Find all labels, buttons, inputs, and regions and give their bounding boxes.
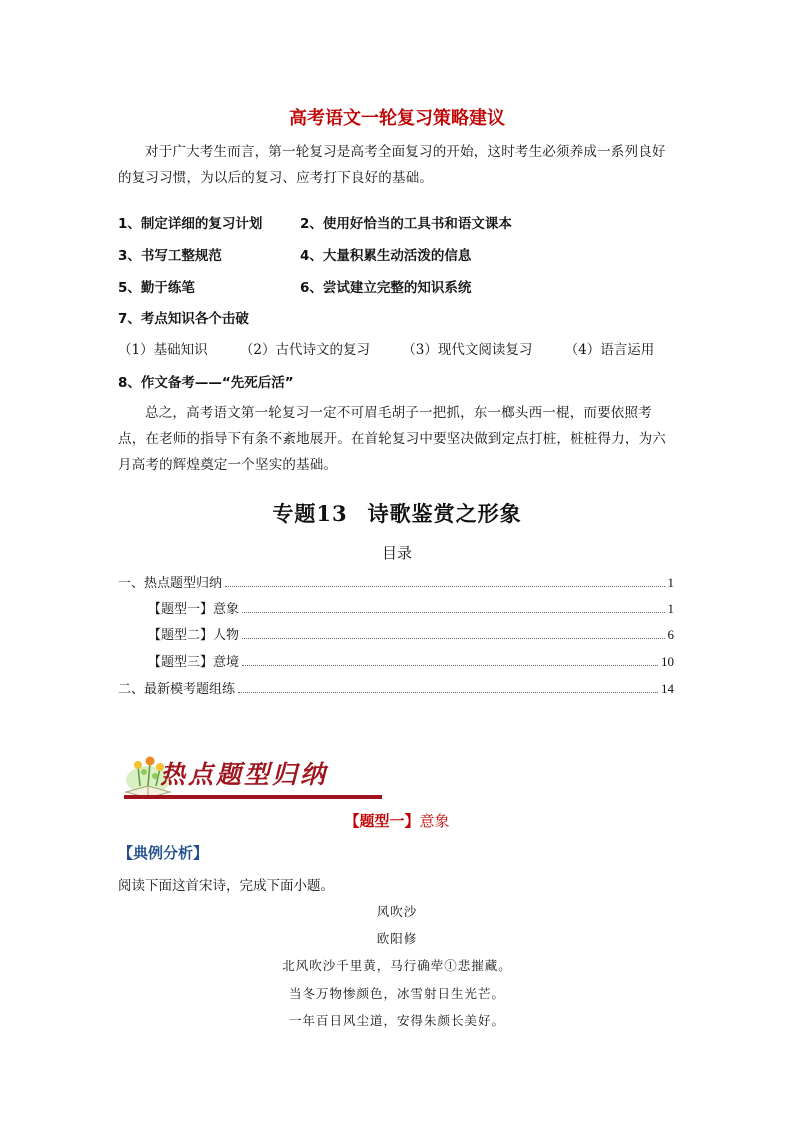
banner-underline [124,795,382,799]
topic-title [0,498,794,528]
toc-entry[interactable] [118,598,674,616]
sub-item-2: （2）古代诗文的复习 [239,342,370,358]
sub-item-4: （4）语言运用 [564,342,655,358]
poem-line-2: 当冬万物惨颜色，冰雪射日生光芒。 [288,986,505,1001]
intro-paragraph: 对于广大考生而言，第一轮复习是高考全面复习的开始，这时考生必须养成一系列良好的复习习惯，为以后的复习、应考打下良好的基础。 [118,144,666,186]
tip-8: 8、作文备考——“先死后活” [118,375,294,391]
toc-leader-dots [225,575,664,587]
toc-heading: 目录 [381,544,412,562]
toc-leader-dots [242,654,658,666]
sub-item-1: （1）基础知识 [118,342,208,358]
summary-paragraph: 总之，高考语文第一轮复习一定不可眉毛胡子一把抓，东一榔头西一棍，而要依照考点，在老师的指导下有条不紊地展开。在首轮复习中要坚决做到定点打桩，桩桩得力，为六月高考的辉煌奠定一个坚实的基础。 [118,405,666,473]
banner-title: 热点题型归纳 [160,760,329,789]
toc-entry-label: 【题型一】意象 [148,602,240,617]
sub-item-3: （3）现代文阅读复习 [402,342,533,358]
example-analysis-label: 【典例分析】 [118,844,209,862]
toc-entry-page: 14 [661,681,674,696]
tip-5: 5、勤于练笔 [118,280,195,296]
poem-line-1: 北风吹沙千里黄，马行确荦①悲摧藏。 [282,958,512,973]
toc-entry[interactable] [118,651,674,669]
section-label [0,810,794,831]
tip-2: 2、使用好恰当的工具书和语文课本 [300,216,512,232]
section-tag: 【题型一】 [344,812,420,830]
toc-entry[interactable] [118,678,674,696]
toc-entry-page: 10 [661,654,674,669]
toc-entry-page: 1 [667,575,674,590]
toc-entry-label: 一、热点题型归纳 [118,576,223,591]
toc-entry[interactable] [118,572,674,590]
toc-entry-label: 【题型三】意境 [148,655,240,670]
poem-line-3: 一年百日风尘道，安得朱颜长美好。 [288,1013,505,1028]
section-name: 意象 [419,812,450,830]
toc-entry-page: 1 [667,601,674,616]
toc-entry-label: 二、最新模考题组练 [118,682,236,697]
toc-leader-dots [238,681,658,693]
instruction-text: 阅读下面这首宋诗，完成下面小题。 [118,878,334,894]
tip-1: 1、制定详细的复习计划 [118,216,263,232]
toc-leader-dots [242,627,664,639]
poem-author: 欧阳修 [376,931,418,946]
tip-7: 7、考点知识各个击破 [118,311,249,327]
toc-entry-label: 【题型二】人物 [148,628,240,643]
toc-leader-dots [242,601,664,613]
tip-6: 6、尝试建立完整的知识系统 [300,280,472,296]
toc-entry-page: 6 [667,627,674,642]
sub-items-row [118,338,682,358]
tip-4: 4、大量积累生动活泼的信息 [300,248,472,264]
topic-name: 诗歌鉴赏之形象 [367,501,522,526]
tip-3: 3、书写工整规范 [118,248,222,264]
poem-title: 风吹沙 [376,904,418,919]
toc-entry[interactable] [118,624,674,642]
topic-number: 专题13 [272,501,348,526]
strategy-heading: 高考语文一轮复习策略建议 [289,108,505,129]
